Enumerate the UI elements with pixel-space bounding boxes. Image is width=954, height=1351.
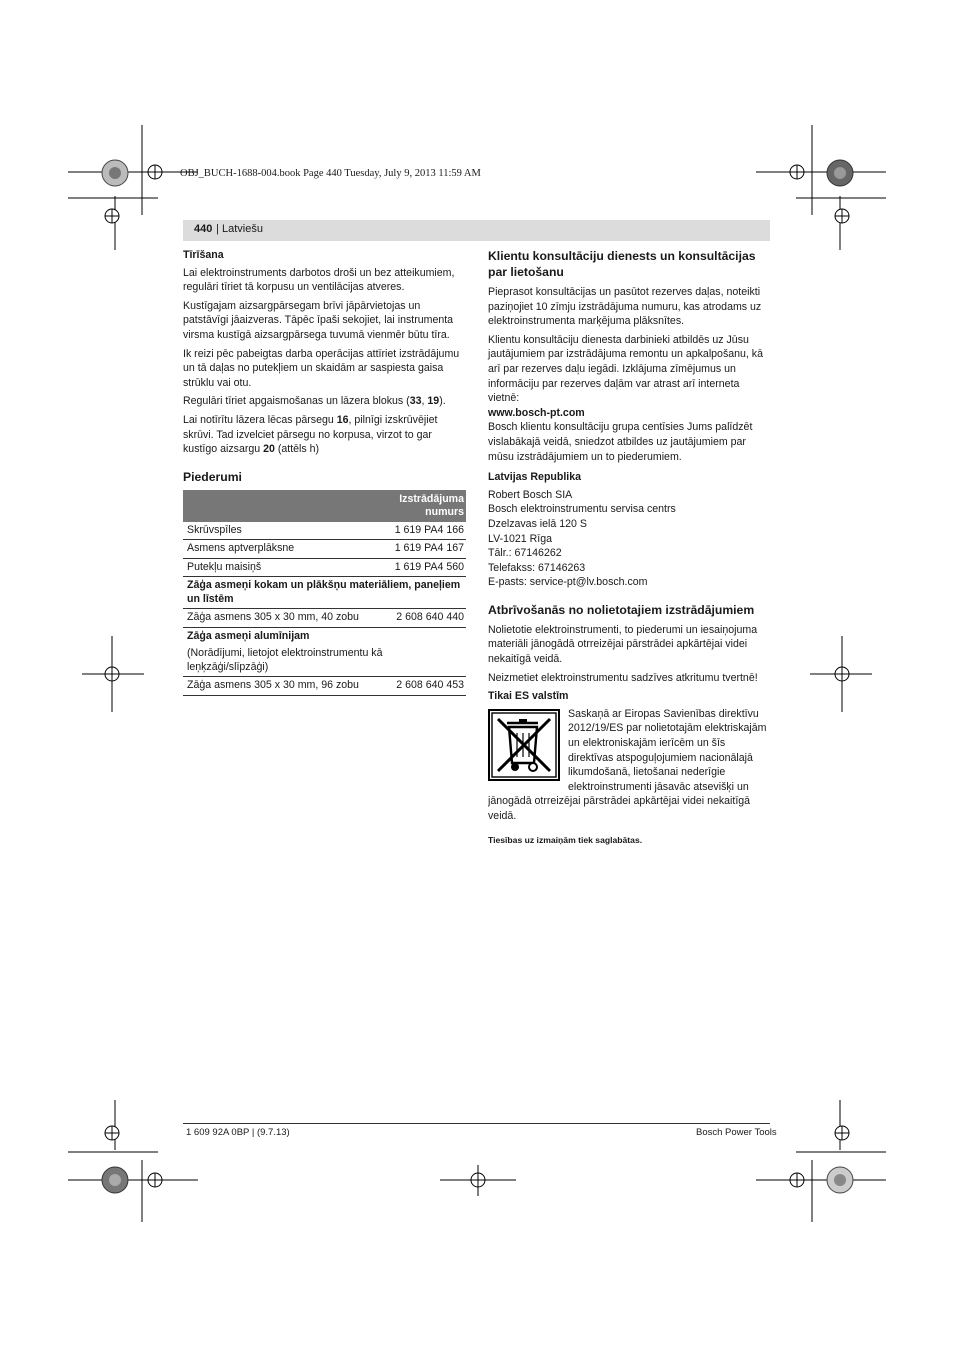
print-slug-line: OBJ_BUCH-1688-004.book Page 440 Tuesday, July 9, 2013 11:59 AM xyxy=(180,168,481,179)
accessories-table xyxy=(183,490,466,696)
lamp-cleaning-paragraph: Regulāri tīriet apgaismošanas un lāzera blokus (33, 19). xyxy=(183,395,446,408)
page-number: 440 xyxy=(194,223,213,235)
page-header-bar xyxy=(183,220,770,241)
table-row: Zāģa asmens 305 x 30 mm, 96 zobu 2 608 640 453 xyxy=(183,677,466,696)
cleaning-paragraph: Kustīgajam aizsargpārsegam brīvi jāpārvietojas un patstāvīgi jāaizveras. Tāpēc īpaši sekojiet, lai instrumenta virsma kustīgā aizsargpārsega tuvumā vienmēr būtu tīra. xyxy=(183,299,454,341)
table-header: Izstrādājuma numurs xyxy=(183,490,466,522)
service-paragraph: Bosch klientu konsultāciju grupa centīsies Jums palīdzēt vislabākajā veidā, sniedzot atbildes uz jautājumiem par mūsu izstrādājumiem un to piederumiem. xyxy=(488,421,753,463)
table-section-row: Zāģa asmeņi alumīnijam xyxy=(187,629,310,642)
table-section-row: Zāģa asmeņi kokam un plākšņu materiāliem, paneļiem un līstēm xyxy=(183,577,466,609)
cleaning-heading: Tīrīšana xyxy=(183,249,224,261)
table-row: Asmens aptverplāksne 1 619 PA4 167 xyxy=(183,540,466,559)
crossed-bin-icon xyxy=(488,709,560,781)
header-language: Latviešu xyxy=(222,223,263,235)
service-paragraph: Pieprasot konsultācijas un pasūtot rezerves daļas, noteikti paziņojiet 10 zīmju izstrādājuma numuru, kas atrodams uz elektroinstrumenta marķējuma plāksnītes. xyxy=(488,286,762,328)
left-column xyxy=(183,248,466,696)
right-column xyxy=(488,248,770,847)
table-note-row: (Norādījumi, lietojot elektroinstrumentu kā leņķzāģi/slīpzāģi) xyxy=(183,645,466,677)
country-heading: Latvijas Republika xyxy=(488,471,582,484)
table-row: Skrūvspīles 1 619 PA4 166 xyxy=(183,522,466,540)
footer-rule xyxy=(183,1123,770,1124)
laser-cleaning-paragraph: Lai notīrītu lāzera lēcas pārsegu 16, pilnīgi izskrūvējiet skrūvi. Tad izvelciet pārsegu no korpusa, virzot to gar kustīgo aizsargu 20 (attēls h) xyxy=(183,413,438,456)
service-paragraph: Klientu konsultāciju dienesta darbinieki atbildēs uz Jūsu jautājumiem par izstrādājuma remontu un apkalpošanu, kā arī par rezerves daļu iegādi. Izklājuma zīmējumus un informāciju par rezerves daļām var atrast arī interneta vietnē: xyxy=(488,333,763,405)
accessories-heading: Piederumi xyxy=(183,469,242,484)
address-block: Robert Bosch SIA Bosch elektroinstrumentu servisa centrs Dzelzavas ielā 120 S LV-1021 Rīga Tālr.: 67146262 Telefakss: 67146263 E-pasts: service-pt@lv.bosch.com xyxy=(488,488,676,589)
eu-heading: Tikai ES valstīm xyxy=(488,690,569,703)
service-heading: Klientu konsultāciju dienests un konsultācijas par lietošanu xyxy=(488,249,756,279)
table-row: Zāģa asmens 305 x 30 mm, 40 zobu 2 608 640 440 xyxy=(183,609,466,628)
disposal-paragraph: Neizmetiet elektroinstrumentu sadzīves atkritumu tvertnē! xyxy=(488,671,758,684)
reserve-rights-note: Tiesības uz izmaiņām tiek saglabātas. xyxy=(488,834,643,845)
footer-brand: Bosch Power Tools xyxy=(696,1127,777,1138)
eu-block xyxy=(488,707,770,824)
table-row: Putekļu maisiņš 1 619 PA4 560 xyxy=(183,558,466,577)
website-link[interactable]: www.bosch-pt.com xyxy=(488,406,585,419)
cleaning-paragraph: Lai elektroinstruments darbotos droši un bez atteikumiem, regulāri tīriet tā korpusu un ventilācijas atveres. xyxy=(183,266,455,294)
disposal-paragraph: Nolietotie elektroinstrumenti, to piederumi un iesaiņojuma materiāli jānogādā otrreizējai pārstrādei apkārtējai videi nekaitīgā veidā. xyxy=(488,623,758,666)
header-separator: | xyxy=(216,223,219,235)
disposal-heading: Atbrīvošanās no nolietotajiem izstrādājumiem xyxy=(488,602,755,617)
footer-doc-number: 1 609 92A 0BP | (9.7.13) xyxy=(186,1127,290,1138)
cleaning-paragraph: Ik reizi pēc pabeigtas darba operācijas attīriet izstrādājumu un tā daļas no putekļiem un skaidām ar saspiesta gaisa strūklu vai otu. xyxy=(183,347,460,389)
eu-directive-text: Saskaņā ar Eiropas Savienības direktīvu 2012/19/ES par nolietotajām elektriskajām un elektroniskajām ierīcēm un šīs direktīvas atspoguļojumiem nacionālajā likumdošanā, lietošanai nederīgie elektroinstrumenti jāsavāc atsevišķi un jānogādā otrreizējai pārstrādei apkārtējai videi nekaitīgā veidā. xyxy=(488,707,767,822)
